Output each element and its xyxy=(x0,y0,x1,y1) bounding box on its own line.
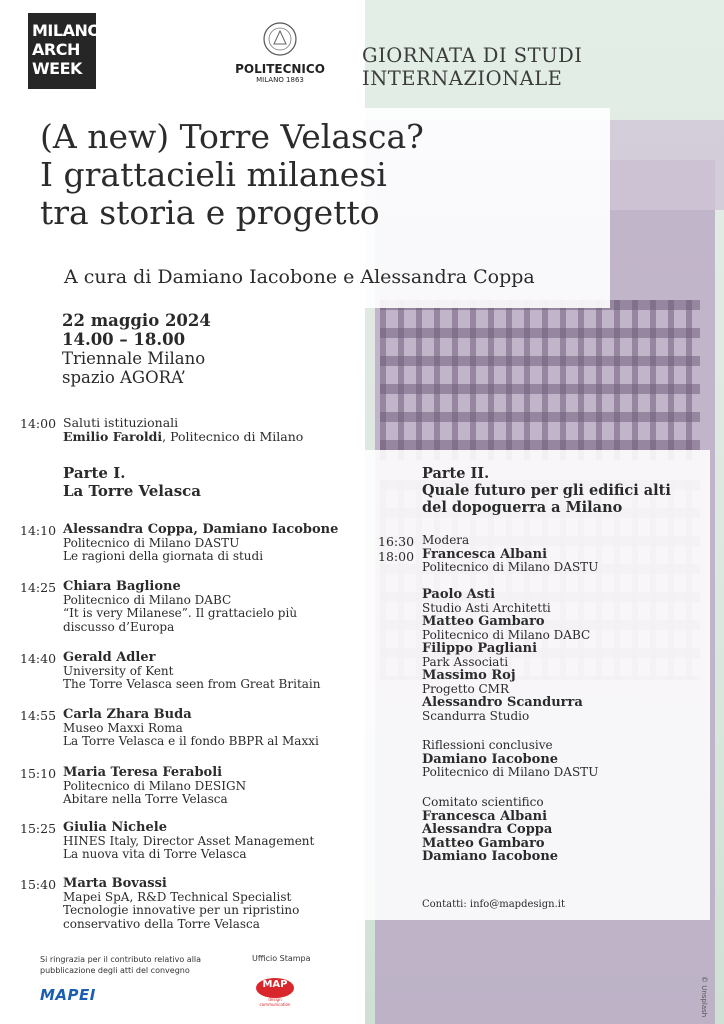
talk-item: Marta Bovassi Mapei SpA, R&D Technical Specialist Tecnologie innovative per un ripristino conservativo della Torre Velasca xyxy=(63,876,300,931)
tower-windows xyxy=(380,300,700,460)
closing-block: Riflessioni conclusive Damiano Iacobone Politecnico di Milano DASTU xyxy=(422,738,599,779)
page-title: (A new) Torre Velasca? I grattacieli milanesi tra storia e progetto xyxy=(40,117,424,232)
talk-time: 14:55 xyxy=(20,708,57,723)
welcome-block: Saluti istituzionali Emilio Faroldi, Politecnico di Milano xyxy=(63,415,304,444)
politecnico-logo: POLITECNICO MILANO 1863 xyxy=(232,22,328,84)
photo-credit: © Unsplash xyxy=(700,976,708,1018)
panel-list: Paolo Asti Studio Asti Architetti Matteo Gambaro Politecnico di Milano DABC Filippo Pagliani Park Associati Massimo Roj Progetto CMR Alessandro Scandurra Scandurra Studio xyxy=(422,587,591,723)
press-office-label: Ufficio Stampa xyxy=(252,954,311,963)
talk-time: 15:25 xyxy=(20,821,57,836)
milano-arch-week-logo: MILANO ARCH WEEK xyxy=(28,13,96,89)
part1-heading: Parte I. La Torre Velasca xyxy=(63,464,202,500)
talk-time: 14:40 xyxy=(20,651,57,666)
talk-item: Alessandra Coppa, Damiano Iacobone Politecnico di Milano DASTU Le ragioni della giornata di studi xyxy=(63,522,339,563)
contact-email[interactable]: Contatti: info@mapdesign.it xyxy=(422,899,565,910)
committee-block: Comitato scientifico Francesca Albani Alessandra Coppa Matteo Gambaro Damiano Iacobone xyxy=(422,795,559,864)
talk-item: Gerald Adler University of Kent The Torre Velasca seen from Great Britain xyxy=(63,650,321,691)
talk-time: 14:10 xyxy=(20,523,57,538)
part2-times: 16:30 18:00 xyxy=(378,534,415,564)
event-info: 22 maggio 2024 14.00 – 18.00 Triennale Milano spazio AGORA’ xyxy=(62,311,211,387)
talk-time: 14:25 xyxy=(20,580,57,595)
curators: A cura di Damiano Iacobone e Alessandra Coppa xyxy=(64,266,535,288)
talk-item: Maria Teresa Feraboli Politecnico di Milano DESIGN Abitare nella Torre Velasca xyxy=(63,765,247,806)
talk-time: 15:10 xyxy=(20,766,57,781)
part2-heading: Parte II. Quale futuro per gli edifici alti del dopoguerra a Milano xyxy=(422,465,671,516)
mapei-logo: MAPEI xyxy=(40,986,96,1004)
event-type: GIORNATA DI STUDI INTERNAZIONALE xyxy=(362,44,583,90)
politecnico-seal-icon xyxy=(263,22,297,56)
moderator-block: Modera Francesca Albani Politecnico di Milano DASTU xyxy=(422,533,599,574)
thanks-note: Si ringrazia per il contributo relativo alla pubblicazione degli atti del convegno xyxy=(40,955,202,975)
welcome-time: 14:00 xyxy=(20,416,57,431)
map-logo: MAP design communication xyxy=(254,976,296,1000)
talk-item: Carla Zhara Buda Museo Maxxi Roma La Torre Velasca e il fondo BBPR al Maxxi xyxy=(63,707,319,748)
talk-item: Chiara Baglione Politecnico di Milano DABC “It is very Milanese”. Il grattacielo più discusso d’Europa xyxy=(63,579,298,634)
talk-time: 15:40 xyxy=(20,877,57,892)
talk-item: Giulia Nichele HINES Italy, Director Asset Management La nuova vita di Torre Velasca xyxy=(63,820,315,861)
